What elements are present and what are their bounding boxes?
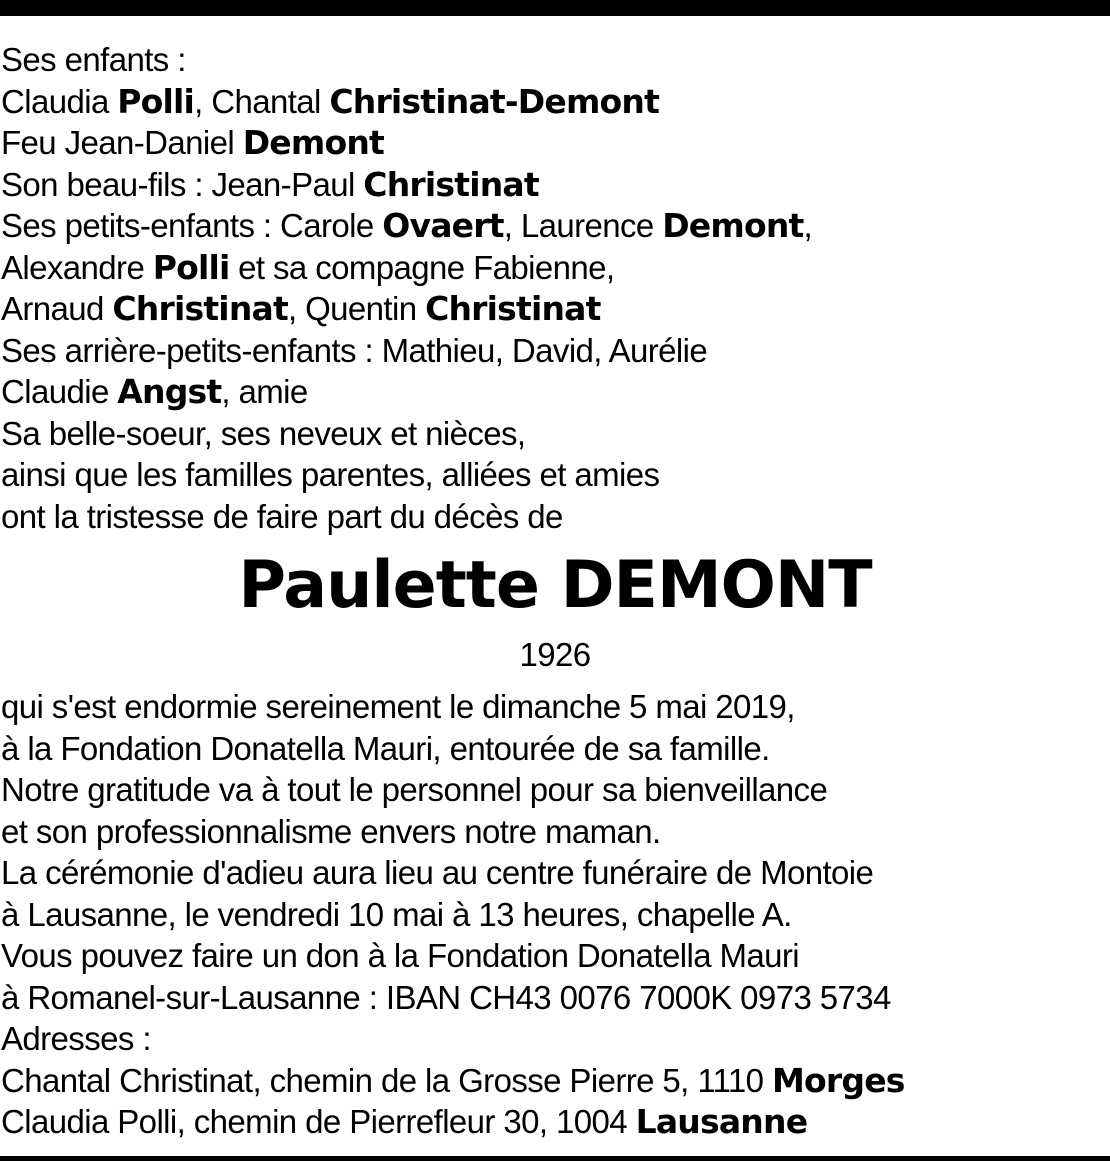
family-line-children-heading: Ses enfants :: [1, 41, 186, 78]
address-line-morges: Chantal Christinat, chemin de la Grosse Pierre 5, 1110 Morges: [1, 1060, 905, 1100]
family-line-friend: Claudie Angst, amie: [1, 372, 308, 411]
deceased-name: Paulette DEMONT: [238, 548, 872, 623]
deceased-birth-year: 1926: [519, 636, 591, 673]
address-line-lausanne: Claudia Polli, chemin de Pierrefleur 30, 1004 Lausanne: [1, 1102, 808, 1141]
family-line-grandchildren-3: Arnaud Christinat, Quentin Christinat: [1, 289, 601, 328]
family-line-children: Claudia Polli, Chantal Christinat-Demont: [1, 81, 660, 121]
family-list: [1, 39, 1101, 537]
bottom-rule: [0, 1156, 1110, 1161]
family-line-relatives: ainsi que les familles parentes, alliées et amies: [1, 456, 660, 493]
body-line-addresses-heading: Adresses :: [1, 1020, 151, 1057]
family-line-late-son: Feu Jean-Daniel Demont: [1, 123, 385, 162]
body-line-gratitude: Notre gratitude va à tout le personnel pour sa bienveillance: [1, 771, 828, 808]
body-line-gratitude-2: et son professionnalisme envers notre maman.: [1, 812, 661, 850]
family-line-announcement: ont la tristesse de faire part du décès de: [1, 497, 563, 535]
body-line-ceremony-2: à Lausanne, le vendredi 10 mai à 13 heures, chapelle A.: [1, 895, 792, 933]
body-line-place: à la Fondation Donatella Mauri, entourée de sa famille.: [1, 729, 770, 767]
notice-body: [1, 686, 1101, 1143]
top-rule: [0, 0, 1110, 16]
family-line-grandchildren: Ses petits-enfants : Carole Ovaert, Laurence Demont,: [1, 206, 813, 245]
body-line-iban: à Romanel-sur-Lausanne : IBAN CH43 0076 7000K 0973 5734: [1, 978, 891, 1016]
family-line-son-in-law: Son beau-fils : Jean-Paul Christinat: [1, 164, 539, 204]
family-line-grandchildren-2: Alexandre Polli et sa compagne Fabienne,: [1, 247, 615, 287]
body-line-ceremony: La cérémonie d'adieu aura lieu au centre funéraire de Montoie: [1, 854, 874, 891]
body-line-donation: Vous pouvez faire un don à la Fondation Donatella Mauri: [1, 937, 800, 974]
body-line-passing: qui s'est endormie sereinement le dimanche 5 mai 2019,: [1, 688, 795, 725]
family-line-great-grandchildren: Ses arrière-petits-enfants : Mathieu, David, Aurélie: [1, 331, 708, 369]
family-line-sister-in-law: Sa belle-soeur, ses neveux et nièces,: [1, 414, 526, 452]
